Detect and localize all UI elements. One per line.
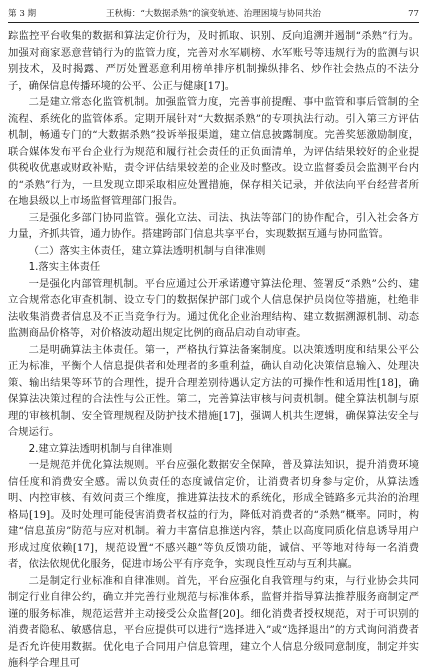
paragraph-regular-supervision: 二是建立常态化监管机制。加强监管力度，完善事前提醒、事中监管和事后管制的全流程、系统化的监管体系。定期开展针对“大数据杀熟”的专项执法行动。引入第三方评估机制，畅通专门的“大数据杀熟”投诉举报渠道，建立信息披露制度。完善奖惩激励制度，联合媒体发布平台企业行为规范和履行社会责任的正负面清单，为评估结果较好的企业提供税收优惠或财政补贴，责令评估结果较差的企业及时整改。设立监督委员会监测平台内的“杀熟”行为，一旦发现立即采取相应处置措施，保存相关记录，并依法向平台经营者所在地县级以上市场监督管理部门报告。 [8,96,419,207]
paragraph-algorithm-rules: 一是规范并优化算法规则。平台应强化数据安全保障，普及算法知识，提升消费环境信任度和消费安全感。需以负责任的态度诚信定价，让消费者切身参与定价，从算法透明、内控审核、有效问责三个维度，推进算法技术的系统化，形成全链路多元共治的治理格局[19]。及时处理可能侵害消费者权益的行为，降低对消费者的“杀熟”概率。同时，构建“信息茧房”防范与应对机制。着力丰富信息推送内容，禁止以高度同质化信息诱导用户形成过度依赖[17]，规范设置“不感兴趣”等负反馈功能，诚信、平等地对待每一名消费者，依法依规优化服务，促进市场公平有序竞争，实现良性互动与互利共赢。 [8,459,419,570]
section-heading: （二）落实主体责任，建立算法透明机制与自律准则 [28,244,266,257]
page-number: 77 [408,9,419,19]
running-header [8,6,419,22]
paragraph-algorithm-responsibility: 二是明确算法主体责任。第一，严格执行算法备案制度。以决策透明度和结果公平公正为标准，平衡个人信息提供者和处理者的多重利益，确认自动化决策信息输入、处理决策、输出结果等环节的合理性，提升合理差别待遇认定方法的可操作性和适用性[18]，确保算法决策过程的合法性与公正性。第二，完善算法审核与问责机制。健全算法机制与原理的审核机制、安全管理规程及防护技术措施[17]，强调人机共生逻辑，确保算法安全与合规运行。 [8,343,419,438]
article-body [8,28,419,672]
header-rule [8,22,419,23]
paragraph-multi-department: 三是强化多部门协同监管。强化立法、司法、执法等部门的协作配合，引入社会各方力量，齐抓共管，通力协作。搭建跨部门信息共享平台，实现数据互通与协同监管。 [8,211,419,240]
paragraph-continued: 踪监控平台收集的数据和算法定价行为，及时抓取、识别、反向追溯并遏制“杀熟”行为。加强对商家恶意营销行为的监管力度，完善对水军刷榜、水军账号等违规行为的监测与识别技术，及时揭露、严厉处置恶意利用榜单排序机制操纵排名、炒作社会热点的不法分子，确保信息传播环境的公平、公正与健康[17]。 [8,30,419,92]
running-title: 王秋梅：“大数据杀熟”的演变轨迹、治理困境与协同共治 [105,9,322,19]
subsection-heading-1: 1.落实主体责任 [28,261,101,273]
paragraph-industry-standards: 二是制定行业标准和自律准则。首先，平台应强化自我管理与约束，与行业协会共同制定行业自律公约，确立并完善行业规范与标准体系，监督并指导算法推荐服务商制定严谨的服务标准，规范运营并主动接受公众监督[20]。细化消费者授权规范，对于可识别的消费者隐私、敏感信息，平台应提供可以进行“选择进入”或“选择退出”的方式询问消费者是否允许使用数据。优化电子合同用户信息管理，建立个人信息分级同意制度，制定并实施科学合理且可 [8,574,419,669]
issue-number: 第 3 期 [8,9,37,19]
paragraph-internal-management: 一是强化内部管理机制。平台应通过公开承诺遵守算法伦理、签署反“杀熟”公约、建立合规常态化审查机制、设立专门的数据保护部门或个人信息保护员岗位等措施，杜绝非法收集消费者信息及不正当竞争行为。通过优化企业治理结构、建立数据溯源机制、动态监测商品价格等，对价格波动超出规定比例的商品启动自动审查。 [8,277,419,339]
subsection-heading-2: 2.建立算法透明机制与自律准则 [28,442,173,455]
